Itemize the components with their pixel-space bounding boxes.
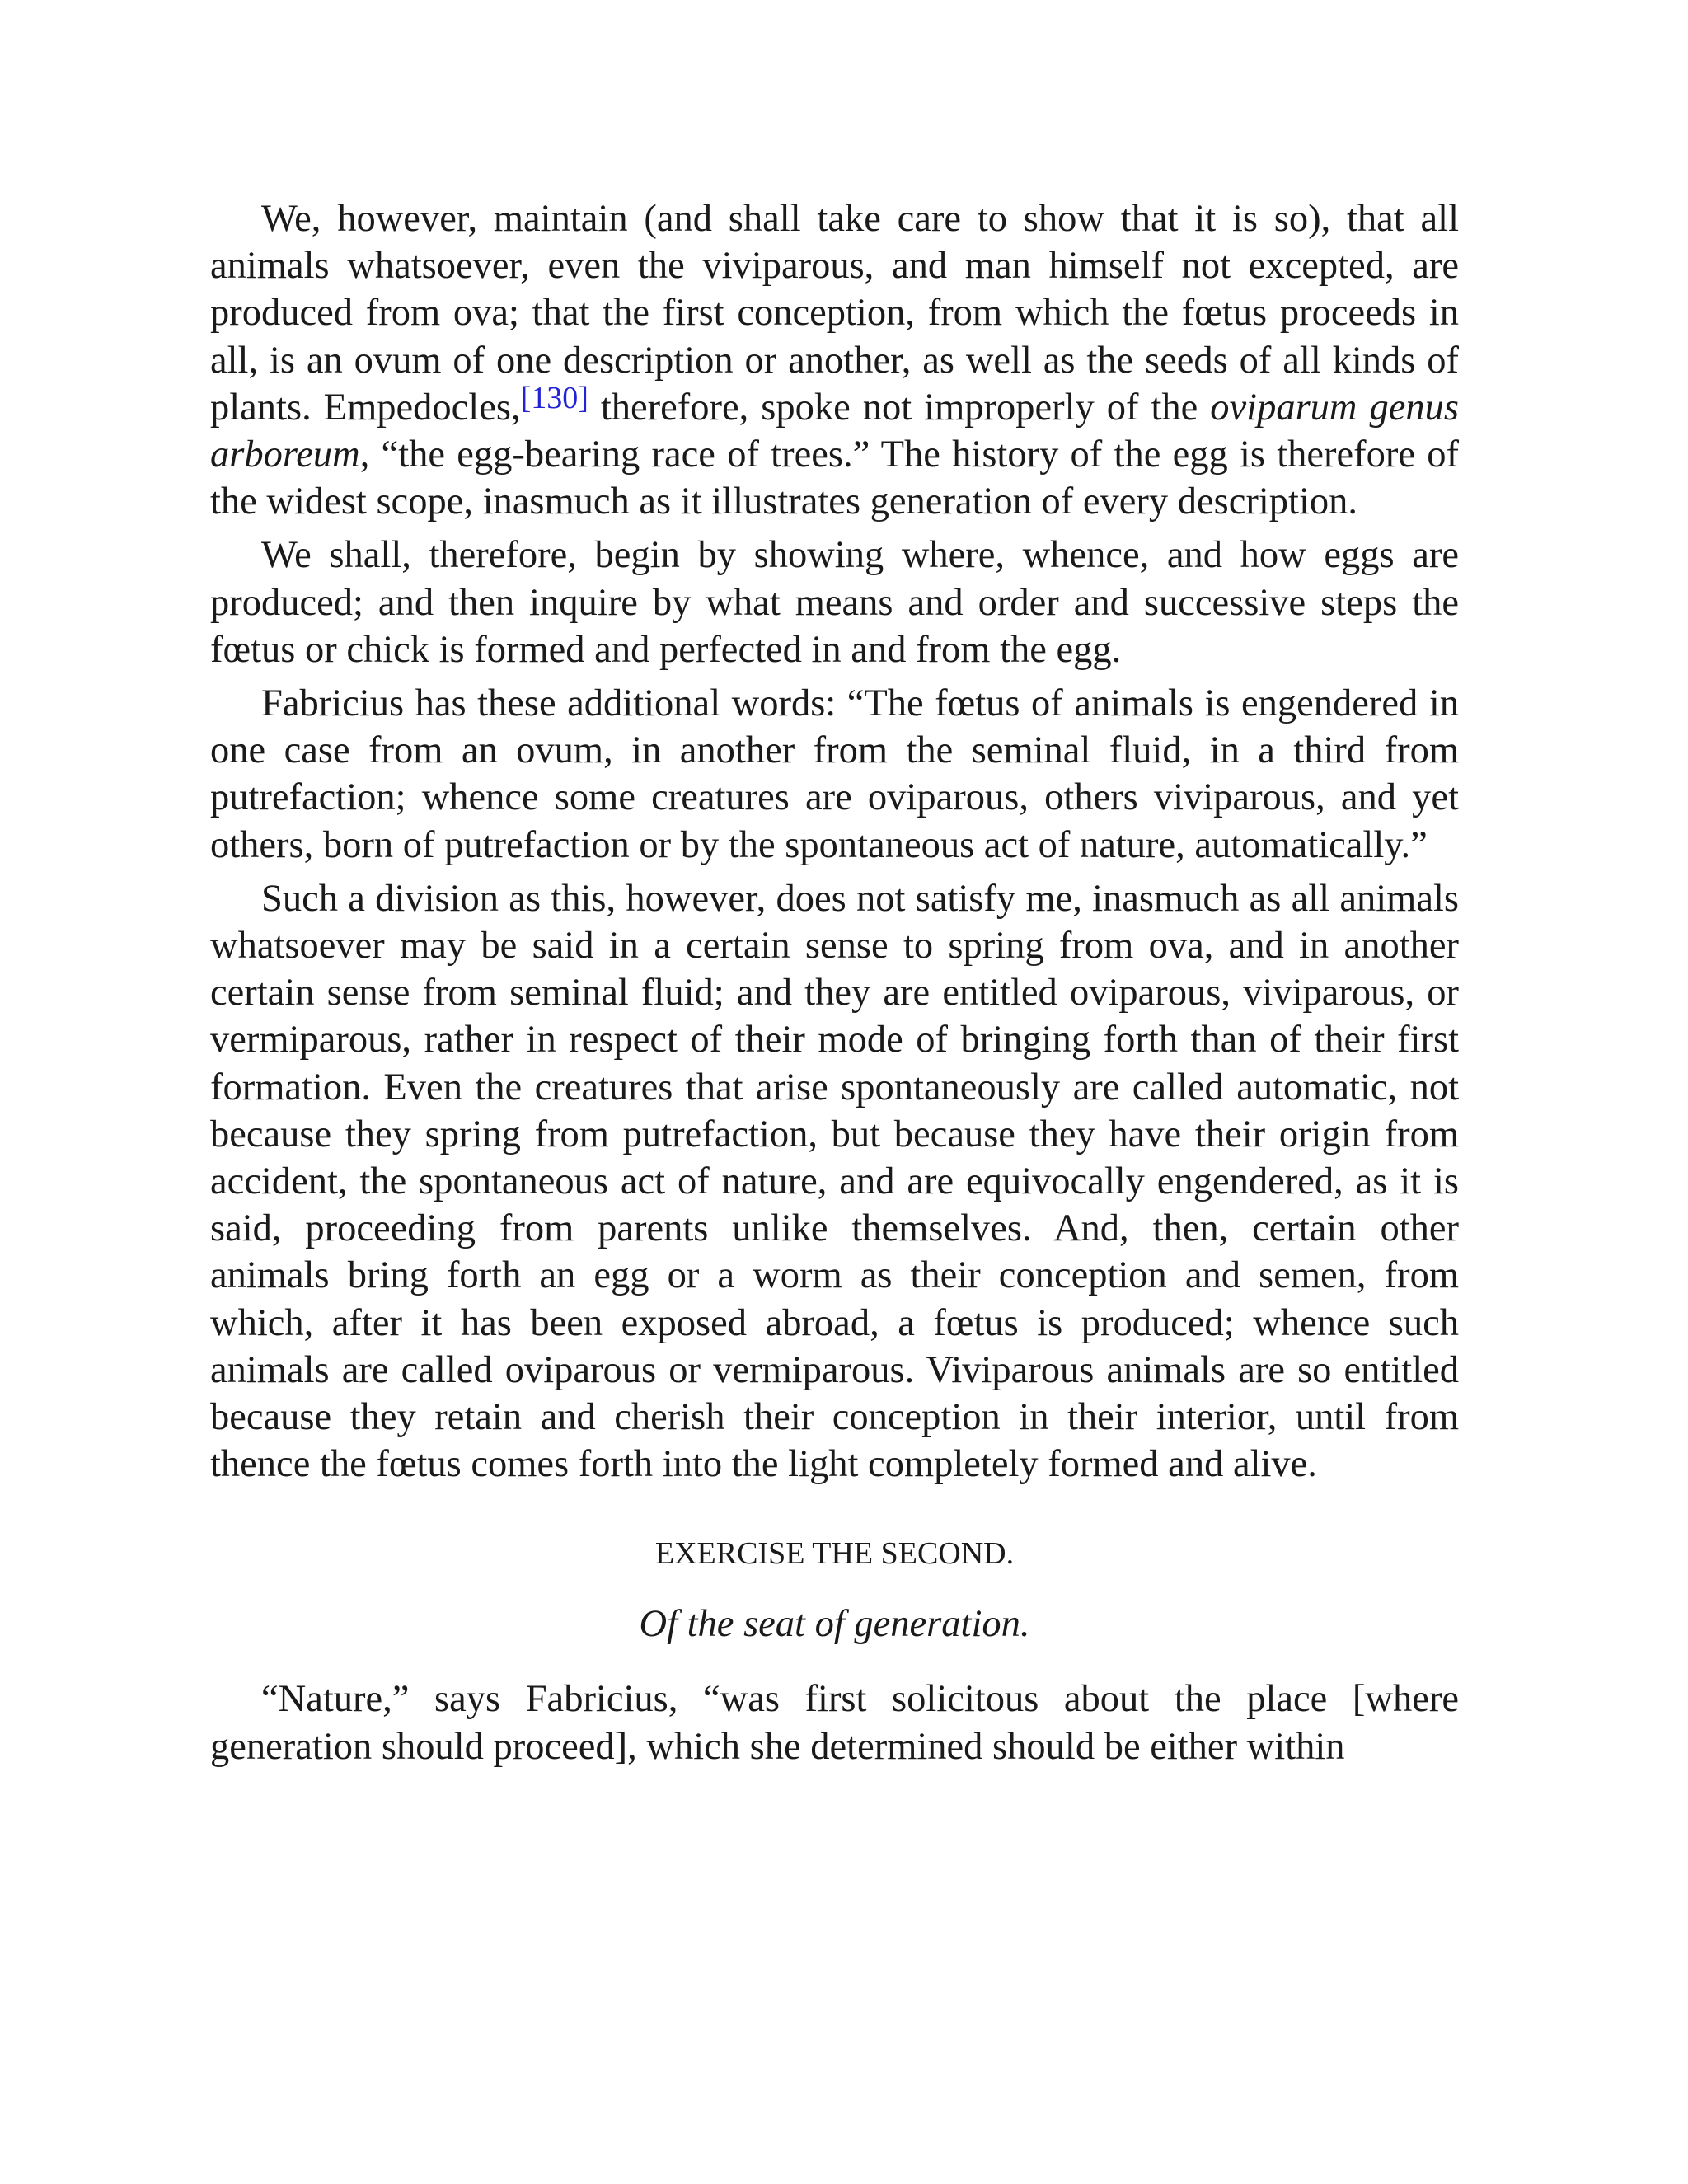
paragraph-3	[210, 680, 1459, 869]
paragraph-5	[210, 1675, 1459, 1769]
section-heading: EXERCISE THE SECOND.	[654, 1536, 1015, 1572]
paragraph-2-text: We shall, therefore, begin by showing where, whence, and how eggs are produced; and then inquire by what means and order and successive steps the fœtus or chick is formed and perfected in and from the egg.	[210, 534, 1459, 671]
paragraph-1-text-c: , “the egg-bearing race of trees.” The history of the egg is therefore of the widest scope, inasmuch as it illustrates generation of every description.	[210, 434, 1459, 523]
section-subtitle: Of the seat of generation.	[639, 1603, 1030, 1646]
paragraph-1	[210, 195, 1459, 525]
paragraph-1-text-a: We, however, maintain (and shall take care to show that it is so), that all animals whatsoever, even the viviparous, and man himself not excepted, are produced from ova; that the first conception, from which the fœtus proceeds in all, is an ovum of one description or another, as well as the seeds of all kinds of plants. Empedocles,	[210, 198, 1459, 429]
paragraph-1-text-b: therefore, spoke not improperly of the	[588, 386, 1211, 429]
paragraph-4-text: Such a division as this, however, does not satisfy me, inasmuch as all animals whatsoever may be said in a certain sense to spring from ova, and in another certain sense from seminal fluid; and they are entitled oviparous, viviparous, or vermiparous, rather in respect of their mode of bringing forth than of their first formation. Even the creatures that arise spontaneously are called automatic, not because they spring from putrefaction, but because they have their origin from accident, the spontaneous act of nature, and are equivocally engendered, as it is said, proceeding from parents unlike themselves. And, then, certain other animals bring forth an egg or a worm as their conception and semen, from which, after it has been exposed abroad, a fœtus is produced; whence such animals are called oviparous or vermiparous. Viviparous animals are so entitled because they retain and cherish their conception in their interior, until from thence the fœtus comes forth into the light completely formed and alive.	[210, 877, 1459, 1486]
paragraph-1-italic-phrase: oviparum genus arboreum	[210, 386, 1459, 476]
paragraph-5-text: “Nature,” says Fabricius, “was first solicitous about the place [where generation should proceed], which she determined should be either within	[210, 1678, 1459, 1768]
paragraph-2	[210, 532, 1459, 673]
footnote-link-130[interactable]: [130]	[520, 380, 588, 415]
document-page	[210, 195, 1459, 1777]
paragraph-3-text: Fabricius has these additional words: “The fœtus of animals is engendered in one case from an ovum, in another from the seminal fluid, in a third from putrefaction; whence some creatures are oviparous, others viviparous, and yet others, born of putrefaction or by the spontaneous act of nature, automatically.”	[210, 682, 1459, 866]
paragraph-4	[210, 875, 1459, 1488]
